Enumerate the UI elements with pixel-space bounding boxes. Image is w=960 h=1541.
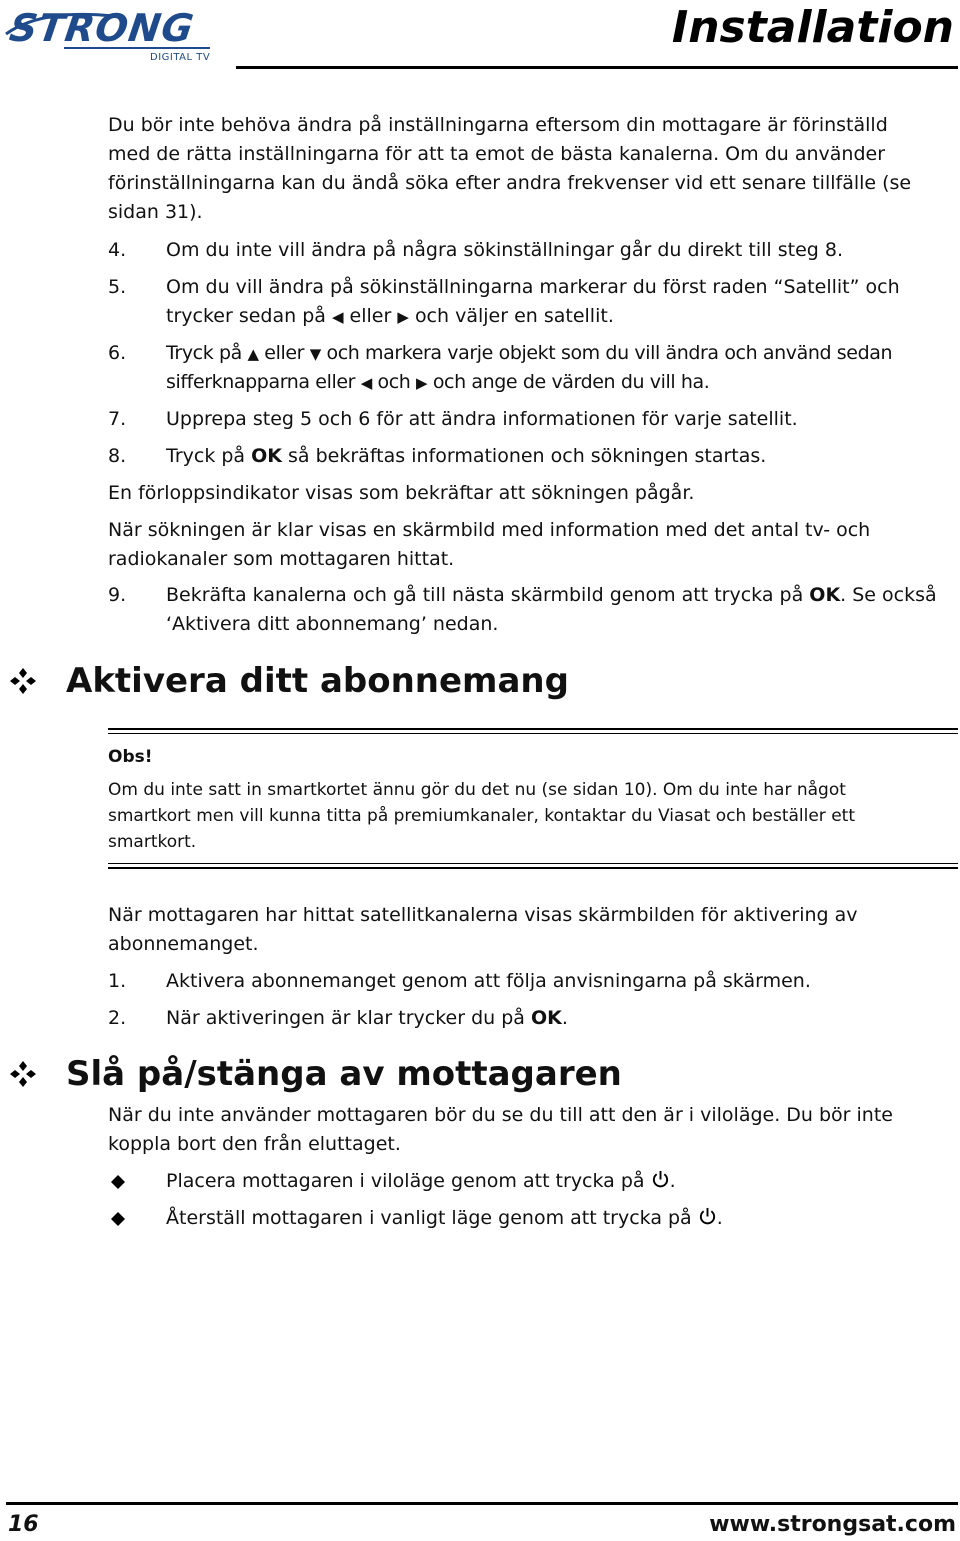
step-9-number: 9. (108, 584, 127, 606)
done-line-1: När sökningen är klar visas en skärmbild med information med det antal tv- och (108, 519, 871, 541)
power-bullet-2-post: . (716, 1207, 723, 1229)
step-4-number: 4. (108, 239, 127, 261)
step-6-text-b: eller (264, 342, 305, 364)
footer-url: www.strongsat.com (709, 1512, 956, 1537)
page-title: Installation (671, 2, 954, 53)
strong-logo (4, 4, 216, 68)
section-diamond-icon (8, 666, 38, 696)
power-intro-line-2: koppla bort den från eluttaget. (108, 1133, 401, 1155)
right-arrow-icon: ▶ (397, 308, 409, 326)
logo-subtitle: DIGITAL TV (150, 52, 211, 63)
note-line-2: smartkort men vill kunna titta på premiumkanaler, kontaktar du Viasat och beställer ett (108, 806, 855, 826)
activate-step-2-post: . (561, 1007, 568, 1029)
page-number: 16 (8, 1512, 39, 1537)
step-9-line-2: ‘Aktivera ditt abonnemang’ nedan. (166, 613, 499, 635)
step-6-text-c: och markera varje objekt som du vill ändra och använd sedan (326, 342, 893, 364)
step-6-line-2 (166, 368, 956, 398)
step-7-number: 7. (108, 408, 127, 430)
header-divider (236, 66, 958, 69)
activate-step-2-text (166, 1004, 956, 1033)
note-label: Obs! (108, 747, 153, 767)
down-arrow-icon: ▼ (309, 345, 321, 363)
power-bullet-1 (166, 1167, 956, 1196)
intro-line-4: sidan 31). (108, 201, 203, 223)
note-bottom-rule (108, 863, 958, 864)
note-top-rule-2 (108, 733, 958, 734)
step-8-pre: Tryck på (166, 445, 246, 467)
right-arrow-icon: ▶ (416, 374, 428, 392)
step-9-pre: Bekräfta kanalerna och gå till nästa skärmbild genom att trycka på (166, 584, 804, 606)
power-bullet-1-post: . (669, 1170, 676, 1192)
step-6-text-a: Tryck på (166, 342, 242, 364)
step-7-text: Upprepa steg 5 och 6 för att ändra informationen för varje satellit. (166, 408, 798, 430)
left-arrow-icon: ◀ (360, 374, 372, 392)
activate-step-1-text: Aktivera abonnemanget genom att följa anvisningarna på skärmen. (166, 970, 811, 992)
activate-step-2-number: 2. (108, 1007, 127, 1029)
left-arrow-icon: ◀ (331, 308, 344, 326)
step-8-post: så bekräftas informationen och sökningen startas. (288, 445, 767, 467)
note-line-1: Om du inte satt in smartkortet ännu gör du det nu (se sidan 10). Om du inte har något (108, 780, 846, 800)
section-heading-power: Slå på/stänga av mottagaren (66, 1054, 622, 1094)
bullet-diamond-icon (110, 1211, 126, 1227)
power-intro-line-1: När du inte använder mottagaren bör du se du till att den är i viloläge. Du bör inte (108, 1104, 893, 1126)
step-8-text (166, 442, 956, 471)
step-5-text-a: trycker sedan på (166, 305, 326, 327)
step-6-number: 6. (108, 342, 127, 364)
intro-line-3: förinställningarna kan du ändå söka efter andra frekvenser vid ett senare tillfälle (se (108, 172, 912, 194)
ok-key-label: OK (530, 1007, 562, 1029)
step-5-line-2 (166, 302, 956, 332)
bullet-diamond-icon (110, 1174, 126, 1190)
step-5-text-c: och väljer en satellit. (414, 305, 614, 327)
ok-key-label: OK (251, 445, 282, 467)
activate-step-1-number: 1. (108, 970, 127, 992)
power-bullet-2 (166, 1204, 956, 1233)
step-9-line-1 (166, 581, 956, 610)
step-6-text-d: sifferknapparna eller (166, 371, 356, 393)
power-icon (698, 1207, 717, 1226)
ok-key-label: OK (809, 584, 841, 606)
step-8-number: 8. (108, 445, 127, 467)
activation-line-2: abonnemanget. (108, 933, 259, 955)
progress-text: En förloppsindikator visas som bekräftar att sökningen pågår. (108, 482, 695, 504)
section-heading-activate: Aktivera ditt abonnemang (66, 661, 569, 701)
note-line-3: smartkort. (108, 832, 197, 852)
logo-word: STRONG (6, 6, 197, 50)
intro-line-1: Du bör inte behöva ändra på inställningarna eftersom din mottagare är förinställd (108, 114, 888, 136)
step-6-text-e: och (377, 371, 411, 393)
done-line-2: radiokanaler som mottagaren hittat. (108, 548, 455, 570)
power-bullet-1-text: Placera mottagaren i viloläge genom att trycka på (166, 1170, 645, 1192)
intro-line-2: med de rätta inställningarna för att ta emot de bästa kanalerna. Om du använder (108, 143, 886, 165)
note-top-rule (108, 728, 958, 730)
power-bullet-2-text: Återställ mottagaren i vanligt läge genom att trycka på (166, 1207, 692, 1229)
note-bottom-rule-2 (108, 867, 958, 869)
step-5-number: 5. (108, 276, 127, 298)
up-arrow-icon: ▲ (247, 345, 259, 363)
power-icon (651, 1170, 670, 1189)
step-5-line-1: Om du vill ändra på sökinställningarna markerar du först raden “Satellit” och (166, 276, 900, 298)
activate-step-2-pre: När aktiveringen är klar trycker du på (166, 1007, 525, 1029)
step-5-text-b: eller (349, 305, 392, 327)
step-6-line-1 (166, 339, 956, 369)
step-6-text-f: och ange de värden du vill ha. (432, 371, 710, 393)
step-9-post: . Se också (840, 584, 937, 606)
footer-divider (6, 1502, 958, 1505)
section-diamond-icon (8, 1059, 38, 1089)
activation-line-1: När mottagaren har hittat satellitkanalerna visas skärmbilden för aktivering av (108, 904, 858, 926)
step-4-text: Om du inte vill ändra på några sökinställningar går du direkt till steg 8. (166, 239, 844, 261)
